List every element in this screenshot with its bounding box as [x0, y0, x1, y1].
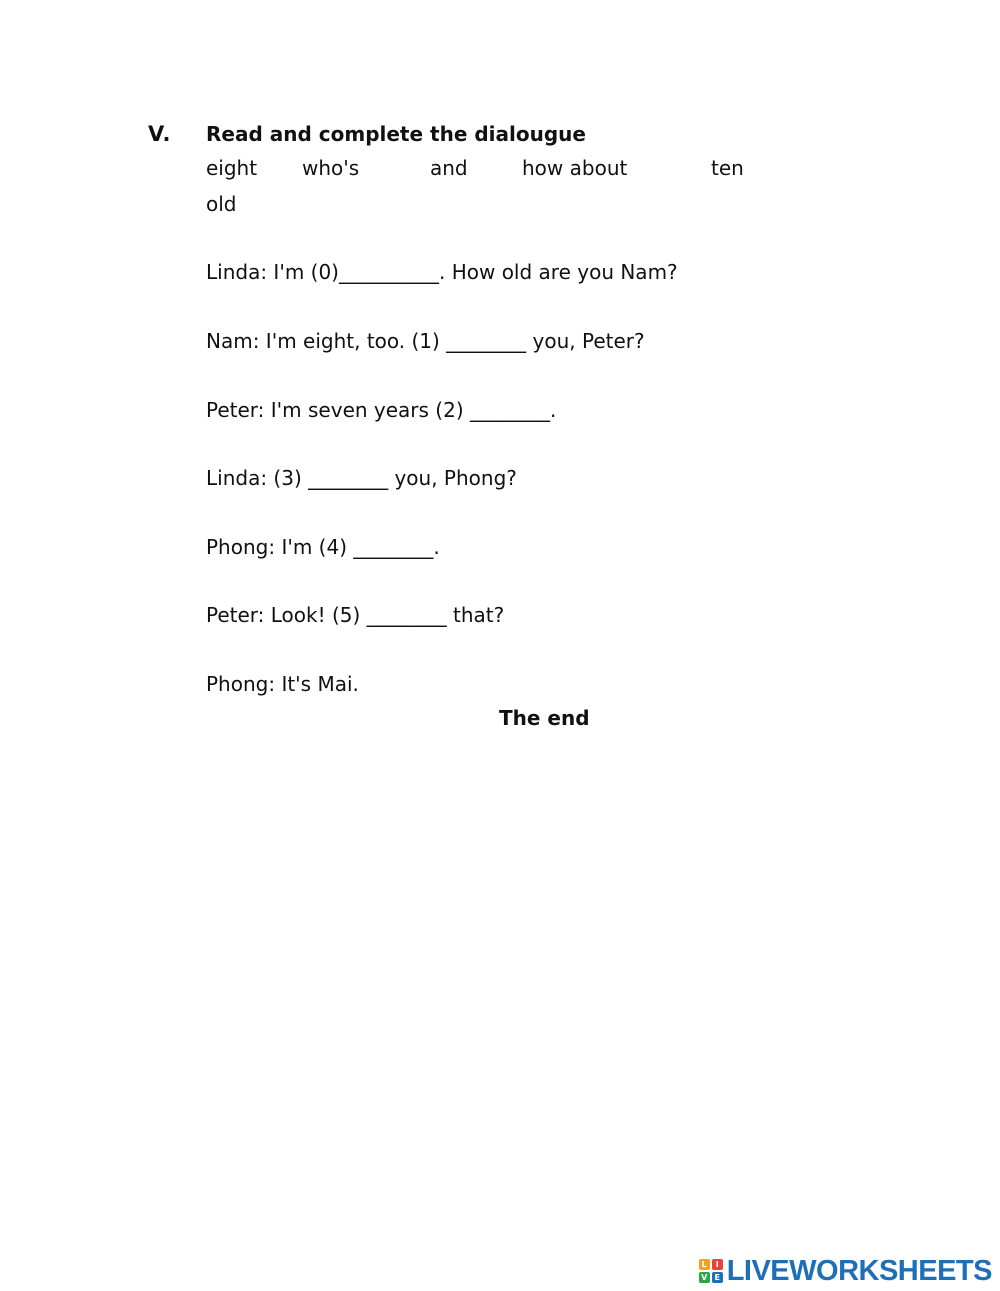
logo-mark-icon	[699, 1259, 723, 1283]
logo-tile-l: L	[699, 1259, 710, 1270]
section-heading: Read and complete the dialougue	[206, 122, 586, 146]
word-bank-old: old	[206, 192, 237, 216]
dialogue-line-phong-4: Phong: I'm (4) ________.	[206, 535, 440, 559]
closing-the-end: The end	[499, 706, 590, 730]
dialogue-line-peter-5: Peter: Look! (5) ________ that?	[206, 603, 505, 627]
word-bank-how-about: how about	[522, 156, 628, 180]
word-bank-whos: who's	[302, 156, 360, 180]
logo-tile-e: E	[712, 1272, 723, 1283]
dialogue-line-peter-2: Peter: I'm seven years (2) ________.	[206, 398, 557, 422]
dialogue-line-nam-1: Nam: I'm eight, too. (1) ________ you, Peter?	[206, 329, 645, 353]
dialogue-line-linda-0: Linda: I'm (0)__________. How old are you Nam?	[206, 260, 678, 284]
word-bank-ten: ten	[711, 156, 744, 180]
dialogue-line-linda-3: Linda: (3) ________ you, Phong?	[206, 466, 517, 490]
dialogue-line-phong-6: Phong: It's Mai.	[206, 672, 359, 696]
liveworksheets-logo	[699, 1256, 992, 1286]
logo-tile-v: V	[699, 1272, 710, 1283]
word-bank-eight: eight	[206, 156, 258, 180]
logo-text: LIVEWORKSHEETS	[726, 1254, 992, 1287]
section-number: V.	[148, 122, 172, 146]
logo-tile-i: I	[712, 1259, 723, 1270]
word-bank-and: and	[430, 156, 468, 180]
